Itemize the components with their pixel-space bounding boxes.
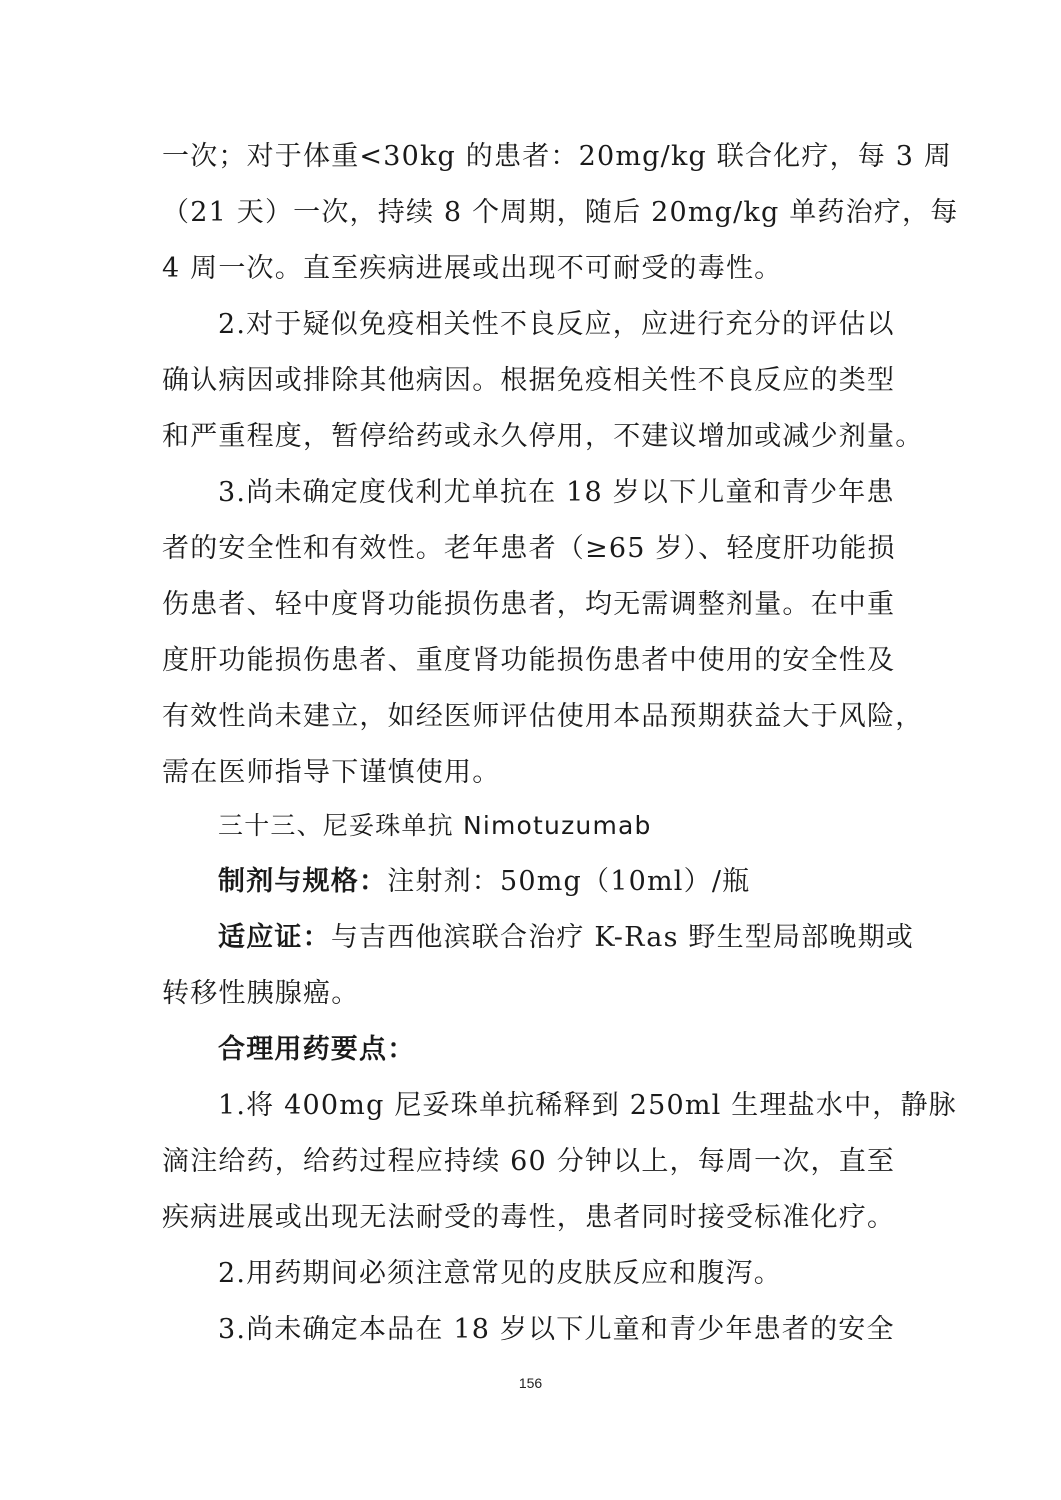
- paragraph-line: 2.用药期间必须注意常见的皮肤反应和腹泻。: [218, 1258, 782, 1289]
- paragraph-line: 疾病进展或出现无法耐受的毒性，患者同时接受标准化疗。: [162, 1202, 896, 1233]
- paragraph-line: 度肝功能损伤患者、重度肾功能损伤患者中使用的安全性及: [162, 645, 896, 676]
- paragraph-line: 有效性尚未建立，如经医师评估使用本品预期获益大于风险，: [162, 701, 924, 732]
- indication-value: 与吉西他滨联合治疗 K-Ras 野生型局部晚期或: [330, 922, 915, 953]
- paragraph-line: 3.尚未确定度伐利尤单抗在 18 岁以下儿童和青少年患: [218, 477, 895, 508]
- paragraph-line: 确认病因或排除其他病因。根据免疫相关性不良反应的类型: [162, 365, 896, 396]
- paragraph-line: 4 周一次。直至疾病进展或出现不可耐受的毒性。: [162, 253, 783, 284]
- paragraph-line: 3.尚未确定本品在 18 岁以下儿童和青少年患者的安全: [218, 1314, 895, 1345]
- paragraph-line: 2.对于疑似免疫相关性不良反应，应进行充分的评估以: [218, 309, 895, 340]
- formulation-value: 注射剂：50mg（10ml）/瓶: [387, 866, 751, 897]
- paragraph-line: 和严重程度，暂停给药或永久停用，不建议增加或减少剂量。: [162, 421, 924, 452]
- paragraph-line: 者的安全性和有效性。老年患者（≥65 岁）、轻度肝功能损: [162, 533, 896, 564]
- subsection-heading: 合理用药要点：: [218, 1034, 416, 1065]
- paragraph-line: 转移性胰腺癌。: [162, 978, 360, 1009]
- paragraph-line: 伤患者、轻中度肾功能损伤患者，均无需调整剂量。在中重: [162, 589, 896, 620]
- section-heading: 三十三、尼妥珠单抗 Nimotuzumab: [218, 811, 652, 840]
- paragraph-line: 一次；对于体重<30kg 的患者：20mg/kg 联合化疗，每 3 周: [162, 141, 953, 172]
- paragraph-line: （21 天）一次，持续 8 个周期，随后 20mg/kg 单药治疗，每: [162, 197, 959, 228]
- indication-line: [218, 918, 958, 958]
- paragraph-line: 1.将 400mg 尼妥珠单抗稀释到 250ml 生理盐水中，静脉: [218, 1090, 957, 1121]
- paragraph-line: 需在医师指导下谨慎使用。: [162, 757, 501, 788]
- paragraph-line: 滴注给药，给药过程应持续 60 分钟以上，每周一次，直至: [162, 1146, 896, 1177]
- formulation-label: 制剂与规格：: [218, 866, 388, 897]
- indication-label: 适应证：: [218, 922, 331, 953]
- page-number: 156: [518, 1375, 543, 1391]
- formulation-line: [218, 862, 958, 902]
